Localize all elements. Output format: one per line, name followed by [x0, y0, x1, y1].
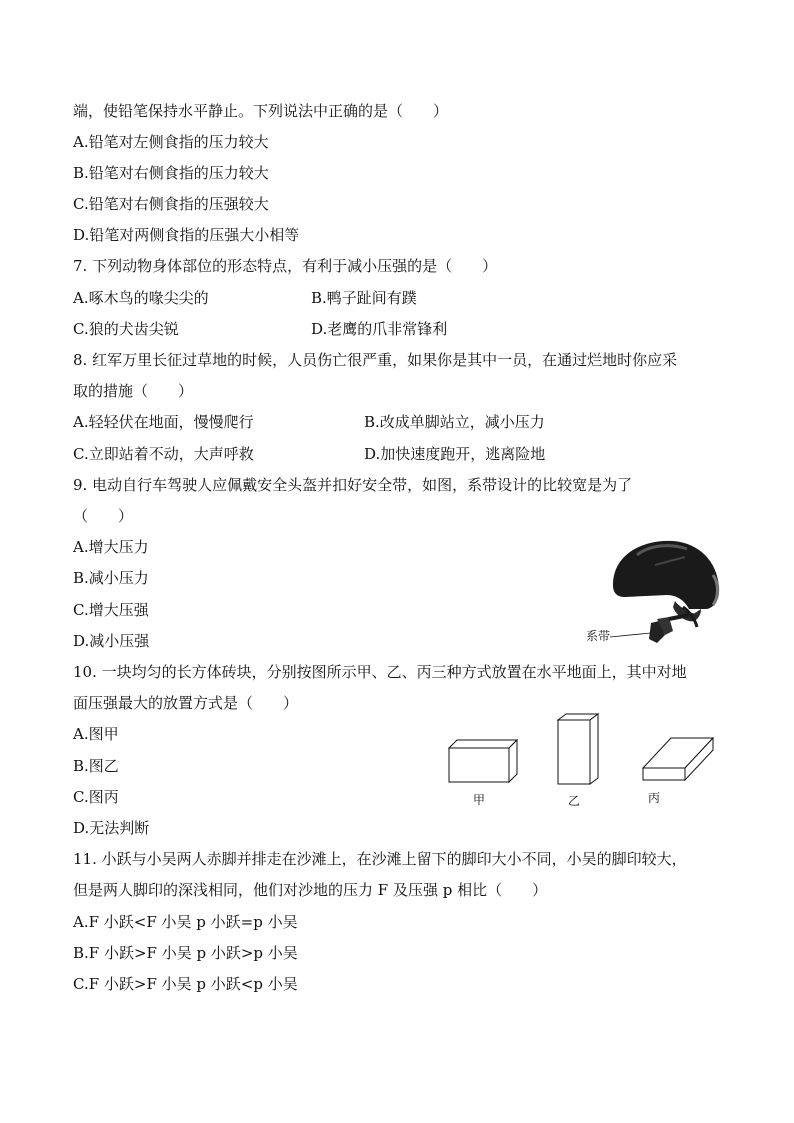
brick-yi-figure — [556, 712, 604, 786]
brick-label-jia: 甲 — [473, 793, 486, 807]
q6-option-c: C.铅笔对右侧食指的压强较大 — [73, 195, 269, 213]
q11-option-a: A.F 小跃<F 小吴 p 小跃=p 小吴 — [73, 913, 298, 931]
q10-option-c: C.图丙 — [73, 788, 119, 806]
q6-option-d: D.铅笔对两侧食指的压强大小相等 — [73, 226, 300, 244]
q10-option-d: D.无法判断 — [73, 819, 150, 837]
q7-option-a: A.啄木鸟的喙尖尖的 — [73, 289, 209, 307]
q8-option-a: A.轻轻伏在地面，慢慢爬行 — [73, 413, 254, 431]
q9-option-b: B.减小压力 — [73, 569, 149, 587]
brick-jia-figure — [447, 738, 522, 786]
q8-option-d: D.加快速度跑开，逃离险地 — [364, 445, 546, 463]
q7-option-b: B.鸭子趾间有蹼 — [311, 289, 417, 307]
q9-option-c: C.增大压强 — [73, 601, 149, 619]
q10-option-b: B.图乙 — [73, 757, 119, 775]
question-9-stem-line2: （ ） — [73, 507, 134, 525]
question-9-stem-line1: 9. 电动自行车驾驶人应佩戴安全头盔并扣好安全带，如图，系带设计的比较宽是为了 — [73, 476, 633, 494]
question-10-stem-line1: 10. 一块均匀的长方体砖块，分别按图所示甲、乙、丙三种方式放置在水平地面上，其中对地 — [73, 663, 687, 681]
helmet-strap-label: 系带 — [586, 629, 611, 643]
q9-option-d: D.减小压强 — [73, 632, 150, 650]
q9-option-a: A.增大压力 — [73, 538, 149, 556]
q6-option-b: B.铅笔对右侧食指的压力较大 — [73, 164, 269, 182]
q10-option-a: A.图甲 — [73, 725, 119, 743]
question-7-stem: 7. 下列动物身体部位的形态特点，有利于减小压强的是（ ） — [73, 257, 498, 275]
question-11-stem-line2: 但是两人脚印的深浅相同，他们对沙地的压力 F 及压强 p 相比（ ） — [73, 881, 548, 899]
brick-label-yi: 乙 — [568, 794, 581, 808]
q8-option-c: C.立即站着不动，大声呼救 — [73, 445, 254, 463]
q7-option-c: C.狼的犬齿尖锐 — [73, 320, 179, 338]
q8-option-b: B.改成单脚站立，减小压力 — [364, 413, 545, 431]
q6-option-a: A.铅笔对左侧食指的压力较大 — [73, 133, 269, 151]
brick-label-bing: 丙 — [648, 791, 661, 805]
q11-option-c: C.F 小跃>F 小吴 p 小跃<p 小吴 — [73, 975, 298, 993]
question-6-stem-continued: 端，使铅笔保持水平静止。下列说法中正确的是（ ） — [73, 102, 449, 120]
question-11-stem-line1: 11. 小跃与小吴两人赤脚并排走在沙滩上，在沙滩上留下的脚印大小不同，小吴的脚印较大， — [73, 850, 687, 868]
question-10-stem-line2: 面压强最大的放置方式是（ ） — [73, 694, 299, 712]
q7-option-d: D.老鹰的爪非常锋利 — [311, 320, 448, 338]
question-8-stem-line1: 8. 红军万里长征过草地的时候，人员伤亡很严重，如果你是其中一员，在通过烂地时你应采 — [73, 351, 678, 369]
brick-bing-figure — [641, 734, 716, 782]
q11-option-b: B.F 小跃>F 小吴 p 小跃>p 小吴 — [73, 944, 298, 962]
question-8-stem-line2: 取的措施（ ） — [73, 382, 194, 400]
